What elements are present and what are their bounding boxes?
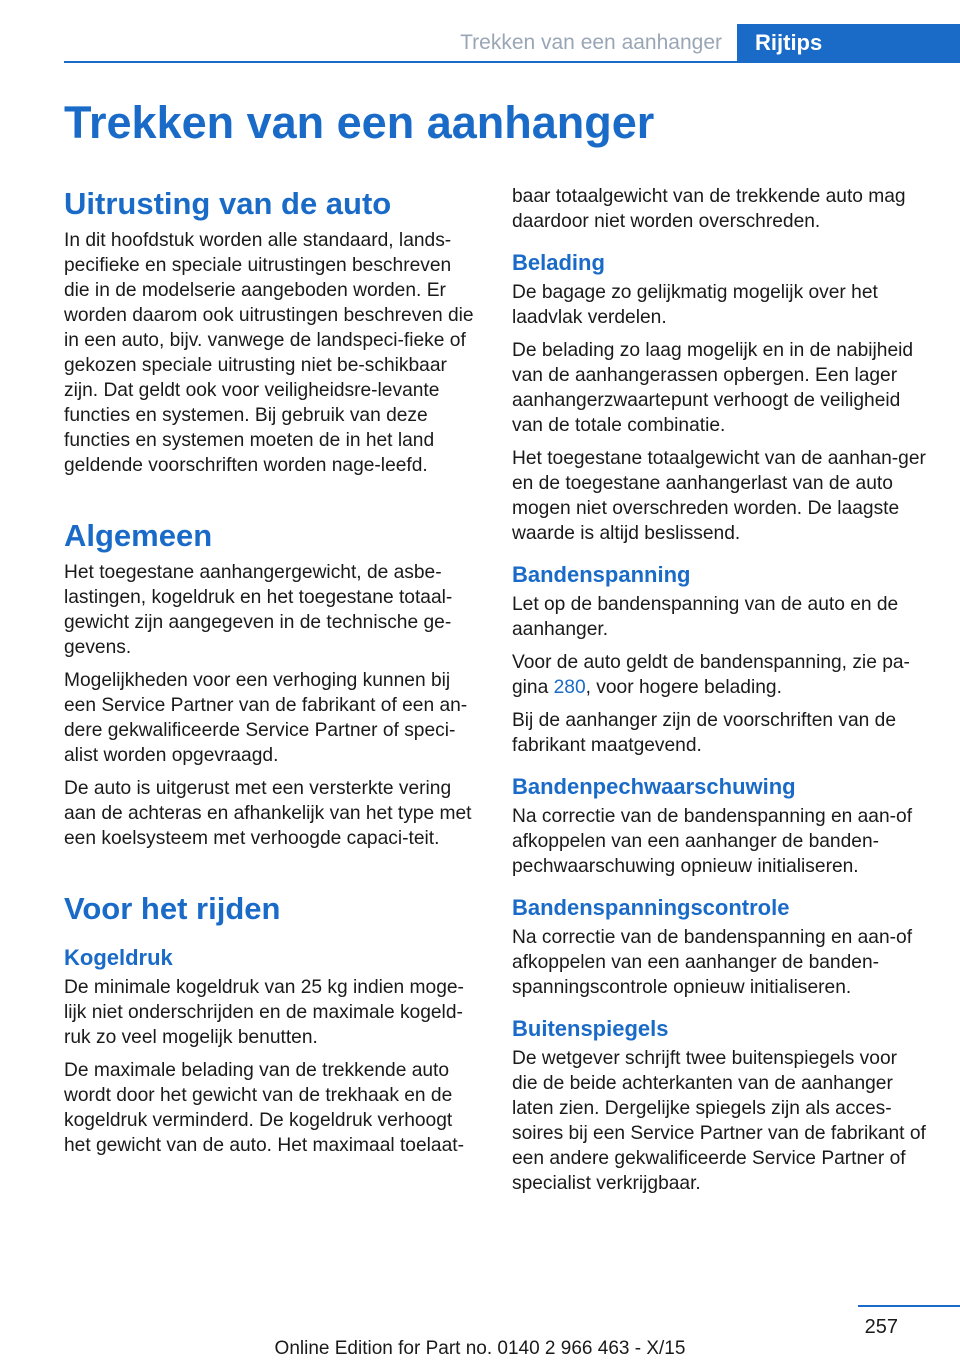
subheading-ball-load: Kogeldruk — [64, 945, 173, 970]
edition-footer: Online Edition for Part no. 0140 2 966 463 - X/15 — [274, 1338, 686, 1359]
paragraph-loading-2: De belading zo laag mogelijk en in de nabijheid van de aanhangerassen opbergen. Een lager aanhangerzwaartepunt verhoogt de veiligheid van de totale combinatie. — [512, 340, 914, 436]
page-title: Trekken van een aanhanger — [64, 97, 655, 148]
page-number: 257 — [864, 1316, 898, 1338]
paragraph-loading-3: Het toegestane totaalgewicht van de aanhan-ger en de toegestane aanhangerlast van de auto mogen niet overschreden worden. De laagste waarde is altijd beslissend. — [512, 448, 926, 544]
paragraph-general-2: Mogelijkheden voor een verhoging kunnen bij een Service Partner van de fabrikant of een an-dere gekwalificeerde Service Partner of speci-alist worden opgevraagd. — [64, 670, 468, 766]
paragraph-general-3: De auto is uitgerust met een versterkte vering aan de achteras en afhankelijk van het type met een koelsysteem met verhoogde capaci-teit. — [64, 778, 472, 849]
page-reference-link[interactable]: 280 — [553, 677, 586, 698]
header-rule — [64, 61, 960, 63]
paragraph-loading-1: De bagage zo gelijkmatig mogelijk over het laadvlak verdelen. — [512, 282, 878, 328]
paragraph-general-1: Het toegestane aanhangergewicht, de asbe-lastingen, kogeldruk en het toegestane totaal-gewicht zijn aangegeven in de technische ge-gevens. — [64, 562, 453, 658]
subheading-exterior-mirrors: Buitenspiegels — [512, 1016, 669, 1041]
text-after-link: , voor hogere belading. — [585, 677, 782, 698]
paragraph-tire-pressure-1: Let op de bandenspanning van de auto en de aanhanger. — [512, 594, 899, 640]
heading-general: Algemeen — [64, 518, 213, 553]
subheading-flat-tire-warning: Bandenpechwaarschuwing — [512, 774, 796, 799]
paragraph-ball-load-2-continued: baar totaalgewicht van de trekkende auto mag daardoor niet worden overschreden. — [512, 186, 906, 232]
running-header-section: Trekken van een aanhanger — [460, 31, 722, 54]
heading-before-driving: Voor het rijden — [64, 891, 281, 926]
paragraph-exterior-mirrors: De wetgever schrijft twee buitenspiegels voor die de beide achterkanten van de aanhanger laten zien. Dergelijke spiegels zijn als acces-soires bij een Service Partner van de fabrikant of een andere gekwalificeerde Service Partner of specialist verkrijgbaar. — [512, 1048, 926, 1194]
right-column — [512, 184, 926, 1196]
subheading-loading: Belading — [512, 250, 605, 275]
paragraph-tire-pressure-monitor: Na correctie van de bandenspanning en aan-of afkoppelen van een aanhanger de banden-spanningscontrole opnieuw initialiseren. — [512, 927, 913, 998]
running-header-chapter-tab[interactable]: Rijtips — [737, 24, 960, 62]
paragraph-ball-load-2: De maximale belading van de trekkende auto wordt door het gewicht van de trekhaak en de kogeldruk verminderd. De kogeldruk verhoogt het gewicht van de auto. Het maximaal toelaat- — [64, 1060, 464, 1156]
paragraph-flat-tire-warning: Na correctie van de bandenspanning en aan-of afkoppelen van een aanhanger de banden-pechwaarschuwing opnieuw initialiseren. — [512, 806, 913, 877]
paragraph-tire-pressure-3: Bij de aanhanger zijn de voorschriften van de fabrikant maatgevend. — [512, 710, 896, 756]
subheading-tire-pressure: Bandenspanning — [512, 562, 691, 587]
text-before-link: Voor de auto geldt de bandenspanning, zie pa-gina — [512, 652, 910, 698]
paragraph-equipment: In dit hoofdstuk worden alle standaard, lands-pecifieke en speciale uitrustingen beschreven die in de modelserie aangeboden worden. Er worden daarom ook uitrustingen beschreven die in een auto, bijv. vanwege de landspeci-fieke of gekozen speciale uitrusting niet be-schikbaar zijn. Dat geldt ook voor veiligheidsre-levante functies en systemen. Bij gebruik van deze functies en systemen moeten de in het land geldende voorschriften worden nage-leefd. — [64, 230, 474, 476]
paragraph-tire-pressure-2 — [512, 650, 926, 700]
paragraph-ball-load-1: De minimale kogeldruk van 25 kg indien moge-lijk niet onderschrijden en de maximale kogeld-ruk zo veel mogelijk benutten. — [64, 977, 464, 1048]
heading-equipment: Uitrusting van de auto — [64, 186, 392, 221]
left-column — [64, 184, 478, 1158]
subheading-tire-pressure-monitor: Bandenspanningscontrole — [512, 895, 790, 920]
footer-rule — [858, 1305, 960, 1307]
